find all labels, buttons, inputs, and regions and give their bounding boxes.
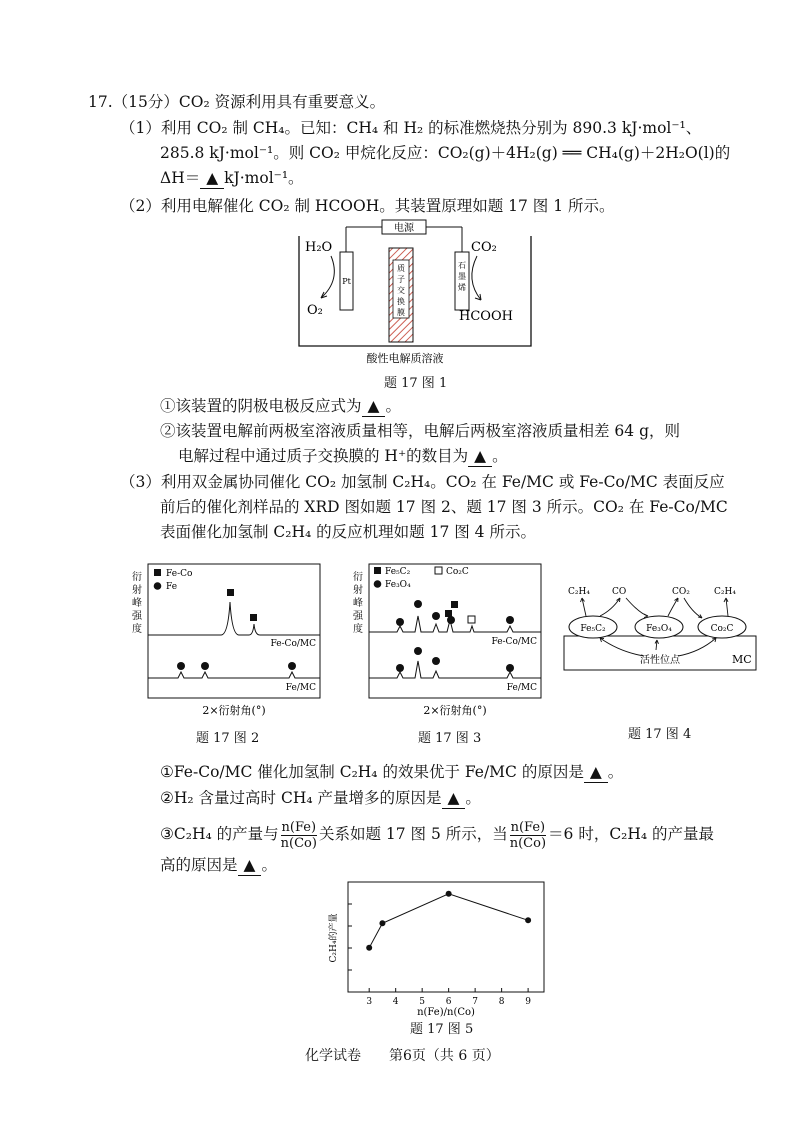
legend-square-marker (374, 567, 381, 574)
trace-fe-co-mc: Fe-Co/MC (491, 637, 537, 647)
x-tick-label: 5 (419, 997, 426, 1007)
legend-open-square-marker (435, 567, 442, 574)
hcooh-label: HCOOH (459, 309, 513, 324)
svg-text:衍: 衍 (132, 572, 142, 583)
svg-text:质: 质 (397, 264, 405, 273)
legend-square-marker (154, 569, 161, 576)
part2-q2-line1: ②该装置电解前两极室溶液质量相等，电解后两极室溶液质量相差 64 g，则 (160, 422, 681, 440)
svg-text:强: 强 (132, 611, 142, 622)
figure-4-caption: 题 17 图 4 (628, 727, 692, 742)
ratio-fraction: $\frac{n(Fe)}{n(Co)}$ (509, 819, 547, 851)
graphene-char-1: 石 (458, 261, 466, 270)
fe-co-peak-marker (227, 589, 234, 596)
figure-4-mechanism (560, 580, 760, 680)
legend-co2c: Co₂C (446, 567, 469, 577)
figure-5-chart (322, 878, 552, 1018)
power-label: 电源 (394, 223, 414, 234)
fig3-xlabel: 2×衍射角(°) (423, 704, 487, 717)
legend-fe5c2: Fe₅C₂ (385, 567, 411, 577)
x-tick-label: 8 (498, 997, 505, 1007)
pt-label: Pt (342, 277, 351, 286)
legend-fe3o4: Fe₃O₄ (385, 580, 411, 590)
figure-2-xrd (126, 562, 326, 720)
catalyst-fe3o4: Fe₃O₄ (646, 624, 672, 634)
support-mc-label: MC (732, 653, 752, 666)
part2-q1: ①该装置的阴极电极反应式为 ▲ 。 (160, 397, 401, 415)
x-tick-label: 9 (525, 997, 531, 1007)
svg-text:峰: 峰 (132, 598, 142, 609)
fe-peak-marker (201, 662, 209, 670)
part1-dh-label: ΔH＝ (160, 169, 201, 187)
x-axis-label: n(Fe)/n(Co) (417, 1007, 475, 1018)
co2-label: CO₂ (471, 240, 497, 255)
part3-q3-line2: 高的原因是 ▲ 。 (160, 856, 277, 874)
figure-5-caption: 题 17 图 5 (410, 1022, 474, 1037)
part1-line1: （1）利用 CO₂ 制 CH₄。已知：CH₄ 和 H₂ 的标准燃烧热分别为 890.3 kJ·mol⁻¹、 (120, 119, 702, 137)
data-point (525, 917, 531, 923)
data-point (379, 920, 385, 926)
fig2-xlabel: 2×衍射角(°) (202, 704, 266, 717)
answer-blank-6[interactable]: ▲ (238, 855, 262, 876)
legend-fe-co: Fe-Co (166, 569, 193, 579)
part3-q2: ②H₂ 含量过高时 CH₄ 产量增多的原因是 ▲ 。 (160, 789, 481, 807)
svg-text:强: 强 (353, 611, 363, 622)
answer-blank-5[interactable]: ▲ (442, 788, 466, 809)
part3-q3-line1: ③C₂H₄ 的产量与 $\frac{n(Fe)}{n(Co)}$ 关系如题 17 图 5 所示，当 $\frac{n(Fe)}{n(Co)}$ ＝6 时，C₂H₄ 的产量最 (160, 819, 715, 851)
figure-1-electrolysis-cell (295, 218, 535, 366)
product-co: CO (612, 587, 627, 597)
svg-text:交: 交 (397, 286, 405, 295)
part2-intro: （2）利用电解催化 CO₂ 制 HCOOH。其装置原理如题 17 图 1 所示。 (120, 197, 615, 215)
trace-fe-mc: Fe/MC (285, 683, 316, 693)
product-co2: CO₂ (672, 587, 690, 597)
catalyst-fe5c2: Fe₅C₂ (580, 624, 606, 634)
part3-line1: （3）利用双金属协同催化 CO₂ 加氢制 C₂H₄。CO₂ 在 Fe/MC 或 Fe-Co/MC 表面反应 (120, 473, 725, 491)
graphene-char-2: 墨 (458, 272, 466, 281)
product-c2h4-right: C₂H₄ (714, 587, 736, 597)
svg-text:子: 子 (397, 275, 405, 284)
figure-3-xrd (347, 562, 547, 720)
trace-fe-co-mc: Fe-Co/MC (270, 639, 316, 649)
x-tick-label: 6 (445, 997, 452, 1007)
electrolyte-label: 酸性电解质溶液 (366, 352, 444, 365)
fe-peak-marker (177, 662, 185, 670)
figure-3-caption: 题 17 图 3 (418, 731, 482, 746)
data-point (366, 945, 372, 951)
answer-blank-3[interactable]: ▲ (468, 446, 492, 467)
plot-frame (348, 882, 544, 992)
svg-text:度: 度 (353, 624, 363, 635)
svg-text:度: 度 (132, 624, 142, 635)
trace-fe-mc: Fe/MC (506, 683, 537, 693)
svg-text:换: 换 (397, 297, 405, 306)
svg-text:峰: 峰 (353, 598, 363, 609)
question-header: 17.（15分）CO₂ 资源利用具有重要意义。 (88, 93, 386, 111)
y-axis-label: C₂H₄的产量 (329, 913, 339, 963)
figure-2-caption: 题 17 图 2 (196, 731, 260, 746)
ratio-fraction: $\frac{n(Fe)}{n(Co)}$ (280, 819, 317, 851)
answer-blank-4[interactable]: ▲ (584, 762, 608, 783)
part1-unit: kJ·mol⁻¹。 (224, 169, 304, 187)
data-point (446, 891, 452, 897)
x-tick-label: 7 (472, 997, 479, 1007)
part3-line3: 表面催化加氢制 C₂H₄ 的反应机理如题 17 图 4 所示。 (160, 523, 536, 541)
answer-blank-2[interactable]: ▲ (362, 396, 386, 417)
legend-circle-marker (154, 582, 162, 590)
part3-q1: ①Fe-Co/MC 催化加氢制 C₂H₄ 的效果优于 Fe/MC 的原因是 ▲ 。 (160, 763, 624, 781)
h2o-label: H₂O (305, 240, 333, 255)
active-sites-label: 活性位点 (640, 655, 680, 666)
x-tick-label: 3 (366, 997, 373, 1007)
part1-line2: 285.8 kJ·mol⁻¹。则 CO₂ 甲烷化反应：CO₂(g)＋4H₂(g) ══ CH₄(g)＋2H₂O(l)的 (160, 144, 731, 162)
svg-text:射: 射 (132, 585, 142, 596)
product-c2h4-left: C₂H₄ (568, 587, 590, 597)
figure-1-caption: 题 17 图 1 (384, 376, 448, 391)
svg-text:膜: 膜 (397, 308, 405, 317)
o2-label: O₂ (307, 303, 323, 318)
part2-q2-line2: 电解过程中通过质子交换膜的 H⁺的数目为 ▲ 。 (178, 447, 508, 465)
legend-circle-marker (374, 580, 382, 588)
x-tick-label: 4 (392, 997, 399, 1007)
answer-blank-1[interactable]: ▲ (200, 168, 224, 189)
part3-line2: 前后的催化剂样品的 XRD 图如题 17 图 2、题 17 图 3 所示。CO₂ 在 Fe-Co/MC (160, 498, 728, 516)
graphene-char-3: 烯 (458, 283, 466, 292)
svg-text:衍: 衍 (353, 572, 363, 583)
catalyst-co2c: Co₂C (710, 624, 734, 634)
series-line (369, 894, 528, 948)
page-footer: 化学试卷 第6页（共 6 页） (305, 1048, 500, 1064)
legend-fe: Fe (166, 582, 178, 592)
part1-line3 (160, 168, 304, 189)
fe-co-peak-marker (250, 614, 257, 621)
svg-text:射: 射 (353, 585, 363, 596)
fe-peak-marker (288, 662, 296, 670)
